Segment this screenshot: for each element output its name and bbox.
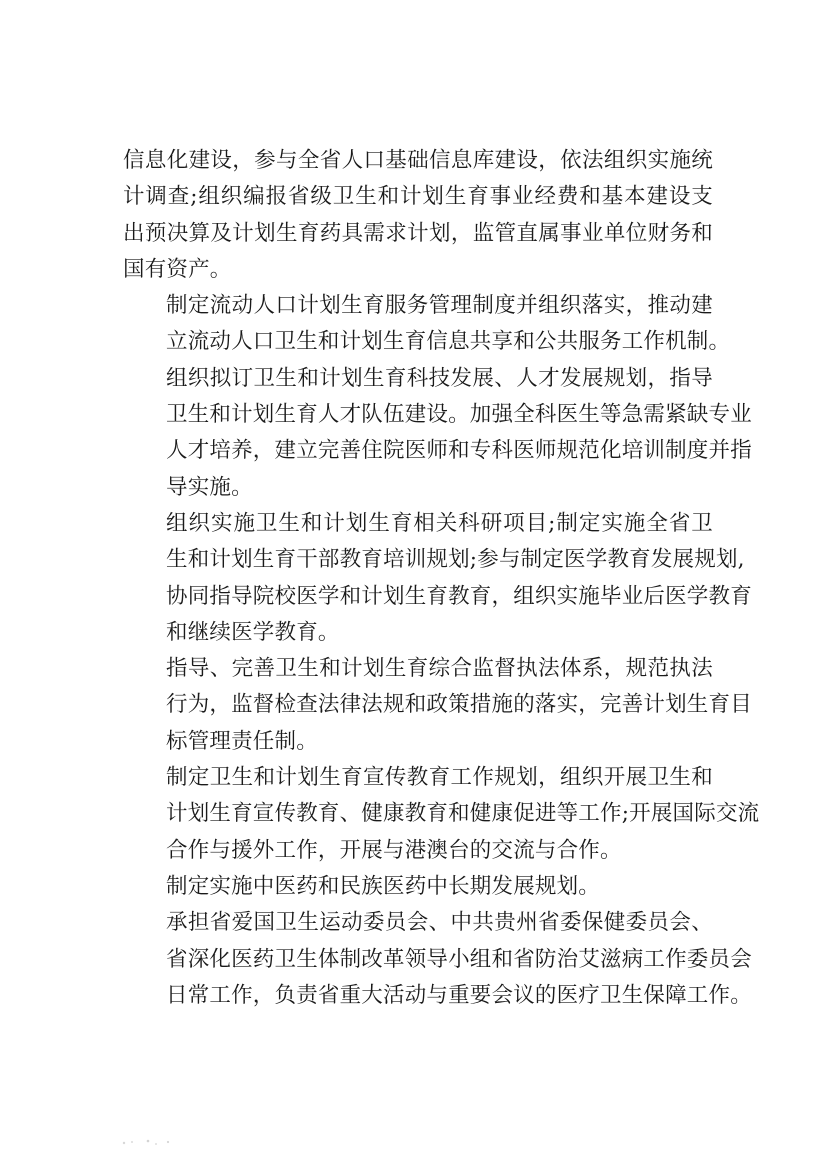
text-line: 出预决算及计划生育药具需求计划，监管直属事业单位财务和: [123, 220, 713, 246]
scan-smudge: [118, 1133, 178, 1151]
paragraph: [123, 361, 752, 506]
paragraph: [123, 869, 713, 905]
text-line: 日常工作，负责省重大活动与重要会议的医疗卫生保障工作。: [166, 982, 752, 1008]
document-body: [123, 143, 760, 1014]
paragraph: [123, 288, 731, 361]
text-line: 协同指导院校医学和计划生育教育，组织实施毕业后医学教育: [166, 583, 752, 609]
text-line: 计调查;组织编报省级卫生和计划生育事业经费和基本建设支: [123, 184, 713, 210]
paragraph: [123, 905, 752, 1014]
text-line: 导实施。: [166, 474, 253, 500]
text-line: 计划生育宣传教育、健康教育和健康促进等工作;开展国际交流: [166, 801, 760, 827]
text-line: 标管理责任制。: [166, 728, 318, 754]
text-line: 立流动人口卫生和计划生育信息共享和公共服务工作机制。: [166, 329, 731, 355]
text-line: 省深化医药卫生体制改革领导小组和省防治艾滋病工作委员会: [166, 946, 752, 972]
text-line: 制定实施中医药和民族医药中长期发展规划。: [166, 873, 601, 899]
text-line: 制定卫生和计划生育宣传教育工作规划，组织开展卫生和: [166, 765, 713, 791]
text-line: 行为，监督检查法律法规和政策措施的落实，完善计划生育目: [166, 692, 752, 718]
text-line: 信息化建设，参与全省人口基础信息库建设，依法组织实施统: [123, 148, 713, 173]
text-line: 组织拟订卫生和计划生育科技发展、人才发展规划，指导: [166, 365, 713, 391]
paragraph: [123, 506, 752, 651]
text-line: 人才培养，建立完善住院医师和专科医师规范化培训制度并指: [166, 438, 752, 464]
paragraph: [123, 651, 752, 760]
text-line: 和继续医学教育。: [166, 619, 340, 645]
paragraph: [123, 760, 760, 869]
text-line: 合作与援外工作，开展与港澳台的交流与合作。: [166, 837, 622, 863]
paragraph: [123, 143, 713, 288]
text-line: 生和计划生育干部教育培训规划;参与制定医学教育发展规划,: [166, 547, 745, 573]
text-line: 卫生和计划生育人才队伍建设。加强全科医生等急需紧缺专业: [166, 402, 752, 428]
text-line: 组织实施卫生和计划生育相关科研项目;制定实施全省卫: [166, 510, 713, 536]
text-line: 承担省爱国卫生运动委员会、中共贵州省委保健委员会、: [166, 910, 713, 936]
text-line: 制定流动人口计划生育服务管理制度并组织落实，推动建: [166, 293, 713, 319]
text-line: 指导、完善卫生和计划生育综合监督执法体系，规范执法: [166, 656, 713, 682]
text-line: 国有资产。: [123, 256, 232, 282]
